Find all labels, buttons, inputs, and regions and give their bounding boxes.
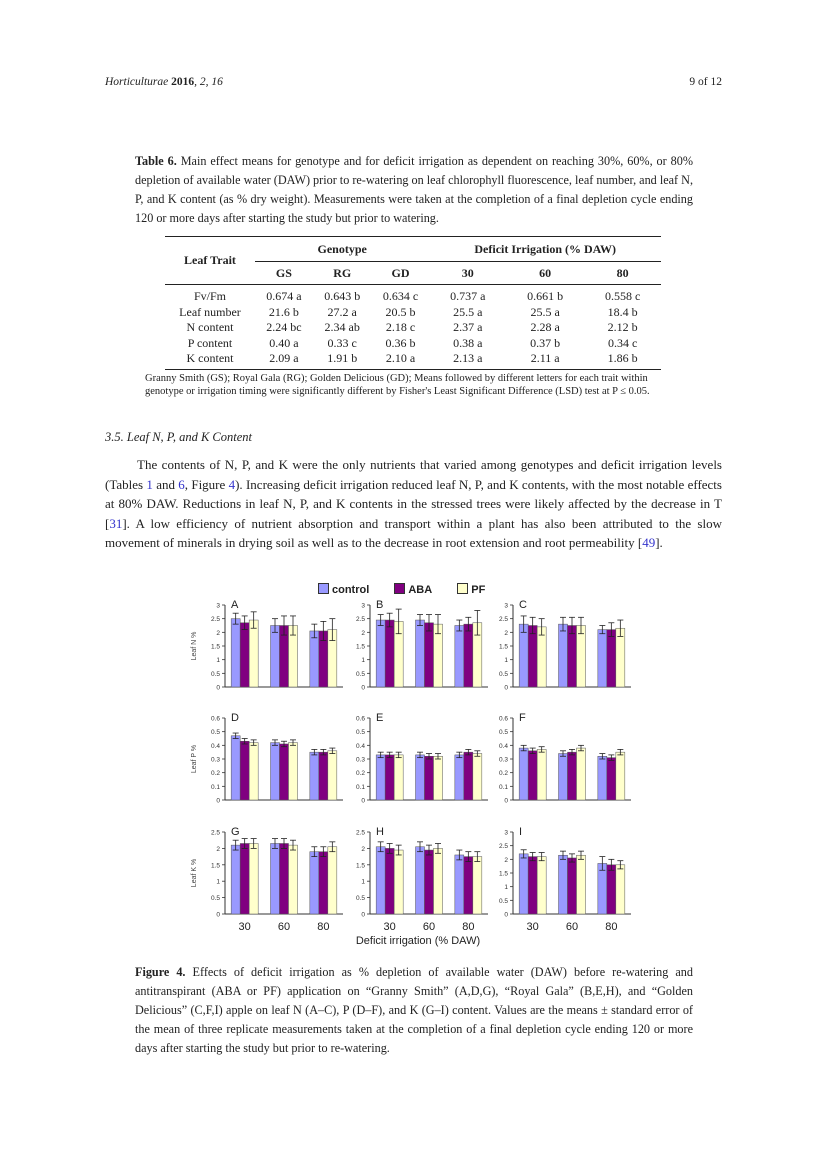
y-tick-label: 2 xyxy=(216,629,220,637)
y-tick-label: 1.5 xyxy=(210,862,220,870)
table-cell: 0.674 a xyxy=(266,289,302,303)
bar xyxy=(385,755,394,800)
y-tick-label: 0.4 xyxy=(210,742,220,750)
y-tick-label: 1.5 xyxy=(498,870,508,878)
bar xyxy=(249,743,258,800)
x-tick-label: 80 xyxy=(462,921,475,933)
bar xyxy=(519,854,528,914)
row-header: Leaf Trait xyxy=(165,237,255,285)
x-tick-label: 30 xyxy=(238,921,251,933)
y-tick-label: 2.5 xyxy=(355,616,365,624)
y-tick-label: 0.5 xyxy=(355,895,365,903)
bar xyxy=(598,863,607,914)
figure-label: Figure 4. xyxy=(135,965,186,979)
bar xyxy=(328,751,337,800)
column-header: RG xyxy=(313,262,372,285)
bar xyxy=(240,843,249,914)
bar xyxy=(240,741,249,800)
table-cell: 0.34 c xyxy=(607,335,638,350)
bar xyxy=(577,855,586,914)
journal-year: 2016 xyxy=(171,76,195,88)
bar xyxy=(271,626,280,688)
table-cell: 25.5 a xyxy=(453,304,483,319)
bar xyxy=(607,630,616,687)
table-1-link[interactable]: 1 xyxy=(146,476,153,492)
y-tick-label: 2.5 xyxy=(355,829,365,837)
y-tick-label: 2.5 xyxy=(498,843,508,851)
x-tick-label: 80 xyxy=(317,921,330,933)
table-cell: 18.4 b xyxy=(607,304,638,319)
table-cell: 1.91 b xyxy=(313,351,372,369)
y-tick-label: 0.5 xyxy=(355,729,365,737)
table-cell: 0.37 b xyxy=(530,335,561,350)
bar xyxy=(394,755,403,800)
bar xyxy=(568,858,577,914)
table-caption-text: Main effect means for genotype and for deficit irrigation as dependent on reaching 30%, 60%, or 80% depletion of available water (DAW) prior to re-watering on leaf chlorophyll fluorescence, leaf number, and leaf N, P, and K content (as % dry weight). Measurements were taken at the completion of a final depletion cycle ending 120 or more days after starting the study but prior to watering. xyxy=(135,154,693,225)
y-tick-label: 2.5 xyxy=(210,616,220,624)
bar xyxy=(616,865,625,914)
journal-name: Horticulturae xyxy=(105,76,169,88)
y-tick-label: 0.5 xyxy=(210,670,220,678)
bar xyxy=(568,626,577,688)
bar xyxy=(310,752,319,800)
x-tick-label: 60 xyxy=(422,921,436,933)
y-tick-label: 0 xyxy=(361,911,365,919)
y-tick-label: 0.4 xyxy=(355,742,365,750)
column-header: 60 xyxy=(506,262,584,285)
bar xyxy=(598,756,607,800)
figure-4-link[interactable]: 4 xyxy=(228,476,236,492)
table-cell: 0.634 c xyxy=(382,289,419,303)
bar xyxy=(289,743,298,800)
bar xyxy=(394,850,403,914)
bar xyxy=(271,743,280,800)
y-tick-label: 0.2 xyxy=(355,770,365,778)
table-footnote: Granny Smith (GS); Royal Gala (RG); Golden Delicious (GD); Means followed by different letters for each trait within genotype or irrigation timing were significantly different by Fisher's Least Significant Difference (LSD) test at P ≤ 0.05. xyxy=(145,373,650,397)
panel-label: G xyxy=(231,826,240,838)
genotype-group-header: Genotype xyxy=(255,237,429,262)
y-axis-label: Leaf K % xyxy=(191,858,198,888)
y-tick-label: 0.1 xyxy=(355,783,365,791)
table-cell: 1.86 b xyxy=(584,351,661,369)
table-cell: 27.2 a xyxy=(327,304,357,319)
bar xyxy=(607,758,616,800)
irrigation-group-header: Deficit Irrigation (% DAW) xyxy=(429,237,661,262)
table-cell: 20.5 b xyxy=(385,304,416,319)
panel-label: A xyxy=(231,599,239,611)
y-tick-label: 1 xyxy=(504,884,508,892)
bar xyxy=(616,752,625,800)
bar xyxy=(577,748,586,800)
x-tick-label: 30 xyxy=(526,921,539,933)
bar xyxy=(537,627,546,687)
panel-label: F xyxy=(519,712,526,724)
bar xyxy=(416,755,425,800)
y-tick-label: 0 xyxy=(216,797,220,805)
y-tick-label: 0.5 xyxy=(355,670,365,678)
y-tick-label: 0.5 xyxy=(498,729,508,737)
y-tick-label: 2 xyxy=(504,629,508,637)
table-cell: 0.40 a xyxy=(269,335,299,350)
y-tick-label: 1.5 xyxy=(210,643,220,651)
bar xyxy=(376,620,385,687)
bar xyxy=(376,847,385,914)
y-tick-label: 0 xyxy=(216,684,220,692)
y-tick-label: 0 xyxy=(216,911,220,919)
y-tick-label: 0.1 xyxy=(498,783,508,791)
y-tick-label: 0.3 xyxy=(355,756,365,764)
bar xyxy=(519,748,528,800)
bar xyxy=(559,754,568,800)
table-cell: 2.11 a xyxy=(506,351,584,369)
bar xyxy=(455,626,464,688)
y-tick-label: 1.5 xyxy=(355,643,365,651)
x-tick-label: 60 xyxy=(565,921,579,933)
y-tick-label: 0.1 xyxy=(210,783,220,791)
bar xyxy=(231,736,240,800)
bar xyxy=(376,755,385,800)
legend-item-pf: PF xyxy=(457,584,485,596)
y-tick-label: 2 xyxy=(504,856,508,864)
panel-label: E xyxy=(376,712,384,724)
y-tick-label: 1 xyxy=(504,657,508,665)
legend-item-control: control xyxy=(318,584,369,596)
y-tick-label: 0.6 xyxy=(355,715,365,723)
y-tick-label: 2.5 xyxy=(210,829,220,837)
y-tick-label: 2 xyxy=(216,845,220,853)
row-label: N content xyxy=(186,320,234,334)
table-cell: 2.18 c xyxy=(385,320,416,334)
bar xyxy=(455,755,464,800)
bar xyxy=(559,855,568,914)
column-header: 80 xyxy=(584,262,661,285)
bar xyxy=(607,865,616,914)
x-tick-label: 30 xyxy=(383,921,396,933)
bar xyxy=(519,624,528,687)
y-tick-label: 0.2 xyxy=(210,770,220,778)
bar xyxy=(598,630,607,687)
panel-label: D xyxy=(231,712,239,724)
table-cell: 2.09 a xyxy=(255,351,313,369)
bar xyxy=(537,857,546,914)
bar xyxy=(249,843,258,914)
row-label: P content xyxy=(187,335,233,350)
bar xyxy=(473,857,482,914)
y-tick-label: 0 xyxy=(504,684,508,692)
bar xyxy=(385,848,394,914)
table-cell: 0.661 b xyxy=(527,289,564,303)
y-tick-label: 0.4 xyxy=(498,742,508,750)
panel-label: I xyxy=(519,826,523,838)
figure-caption xyxy=(135,963,693,1058)
column-header: GD xyxy=(372,262,430,285)
y-axis-label: Leaf N % xyxy=(191,631,198,661)
y-tick-label: 0 xyxy=(504,797,508,805)
row-label: K content xyxy=(165,351,255,369)
column-header: 30 xyxy=(429,262,506,285)
bar xyxy=(464,857,473,914)
bar xyxy=(249,620,258,687)
y-tick-label: 0.5 xyxy=(498,897,508,905)
y-tick-label: 0.5 xyxy=(498,670,508,678)
legend-item-aba: ABA xyxy=(394,584,432,596)
table-cell: 2.13 a xyxy=(429,351,506,369)
y-axis-label: Leaf P % xyxy=(191,744,198,774)
y-tick-label: 1 xyxy=(216,878,220,886)
y-tick-label: 0.3 xyxy=(210,756,220,764)
table-cell: 0.643 b xyxy=(324,289,361,303)
bar xyxy=(319,752,328,800)
table-cell: 25.5 a xyxy=(530,304,560,319)
bar xyxy=(416,620,425,687)
table-cell: 2.37 a xyxy=(453,320,483,334)
bar xyxy=(310,852,319,914)
x-tick-label: 60 xyxy=(277,921,291,933)
y-tick-label: 0.5 xyxy=(210,895,220,903)
bar xyxy=(473,754,482,800)
table-cell: 2.24 bc xyxy=(266,320,302,334)
bar xyxy=(280,744,289,800)
page-number: 9 of 12 xyxy=(689,76,722,88)
y-tick-label: 3 xyxy=(504,602,508,610)
y-tick-label: 0.2 xyxy=(498,770,508,778)
bar xyxy=(616,628,625,687)
bar xyxy=(464,752,473,800)
bar xyxy=(231,619,240,687)
table-cell: 0.38 a xyxy=(453,335,483,350)
y-tick-label: 1 xyxy=(361,657,365,665)
y-tick-label: 0.6 xyxy=(498,715,508,723)
bar xyxy=(425,756,434,800)
row-label: Fv/Fm xyxy=(193,289,226,303)
table-6-link[interactable]: 6 xyxy=(178,476,185,492)
bar xyxy=(416,847,425,914)
bar xyxy=(434,756,443,800)
section-heading: 3.5. Leaf N, P, and K Content xyxy=(105,430,253,444)
bar xyxy=(319,852,328,914)
y-tick-label: 0.6 xyxy=(210,715,220,723)
row-label: Leaf number xyxy=(179,304,241,319)
y-tick-label: 3 xyxy=(216,602,220,610)
bar xyxy=(240,623,249,687)
y-tick-label: 0.5 xyxy=(210,729,220,737)
bar xyxy=(425,623,434,687)
bar xyxy=(328,847,337,914)
y-tick-label: 1.5 xyxy=(355,862,365,870)
y-tick-label: 0 xyxy=(504,911,508,919)
bar xyxy=(528,626,537,688)
bar xyxy=(528,857,537,914)
table-cell: 0.737 a xyxy=(450,289,486,303)
y-tick-label: 1 xyxy=(216,657,220,665)
table-label: Table 6. xyxy=(135,154,177,168)
y-tick-label: 0 xyxy=(361,684,365,692)
x-axis-label: Deficit irrigation (% DAW) xyxy=(355,935,481,947)
y-tick-label: 3 xyxy=(504,829,508,837)
bar xyxy=(577,626,586,688)
bar xyxy=(528,751,537,800)
table-cell: 2.10 a xyxy=(372,351,430,369)
bar xyxy=(537,749,546,800)
citation-49-link[interactable]: 49 xyxy=(642,535,656,550)
y-tick-label: 1.5 xyxy=(498,643,508,651)
column-header: GS xyxy=(255,262,313,285)
y-tick-label: 2.5 xyxy=(498,616,508,624)
y-tick-label: 1 xyxy=(361,878,365,886)
bar xyxy=(455,855,464,914)
table-cell: 0.558 c xyxy=(604,289,641,303)
panel-label: H xyxy=(376,826,384,838)
y-tick-label: 2 xyxy=(361,629,365,637)
citation-31-link[interactable]: 31 xyxy=(109,515,123,531)
bar xyxy=(310,631,319,687)
x-tick-label: 80 xyxy=(605,921,618,933)
y-tick-label: 3 xyxy=(361,602,365,610)
bar xyxy=(385,620,394,687)
bar xyxy=(289,845,298,914)
table-cell: 2.28 a xyxy=(530,320,560,334)
table-cell: 2.12 b xyxy=(607,320,638,334)
journal-volume: , 2, 16 xyxy=(194,76,223,88)
panel-label: B xyxy=(376,599,384,611)
y-tick-label: 0 xyxy=(361,797,365,805)
bar xyxy=(464,624,473,687)
figure-caption-text: Effects of deficit irrigation as % depletion of available water (DAW) before re-watering and antitranspirant (ABA or PF) application on “Granny Smith” (A,D,G), “Royal Gala” (B,E,H), and “Golden Delicious” (C,F,I) apple on leaf N (A–C), P (D–F), and K (G–I) content. Values are the means ± standard error of the mean of three replicate measurements taken at the completion of a final depletion cycle ending 120 or more days after starting the study but prior to re-watering. xyxy=(135,965,693,1055)
table-cell: 21.6 b xyxy=(268,304,299,319)
table-cell: 2.34 ab xyxy=(324,320,360,334)
bar xyxy=(231,845,240,914)
section-body: The contents of N, P, and K were the only nutrients that varied among genotypes and deficit irrigation levels (Tables 1 and 6, Figure 4). Increasing deficit irrigation reduced leaf N, P, and K contents, with the most notable effects at 80% DAW. Reductions in leaf N, P, and K contents in the stressed trees were likely affected by the decrease in T [31]. A low efficiency of nutrient absorption and transport within a plant has also been attributed to the slow movement of minerals in drying soil as well as to the decrease in root extension and root permeability [49]. xyxy=(105,457,722,550)
bar xyxy=(425,850,434,914)
panel-label: C xyxy=(519,599,527,611)
bar xyxy=(271,843,280,914)
bar xyxy=(434,848,443,914)
bar xyxy=(568,752,577,800)
bar xyxy=(559,624,568,687)
y-tick-label: 2 xyxy=(361,845,365,853)
table-cell: 0.36 b xyxy=(385,335,416,350)
table-cell: 0.33 c xyxy=(327,335,357,350)
y-tick-label: 0.3 xyxy=(498,756,508,764)
bar xyxy=(280,843,289,914)
